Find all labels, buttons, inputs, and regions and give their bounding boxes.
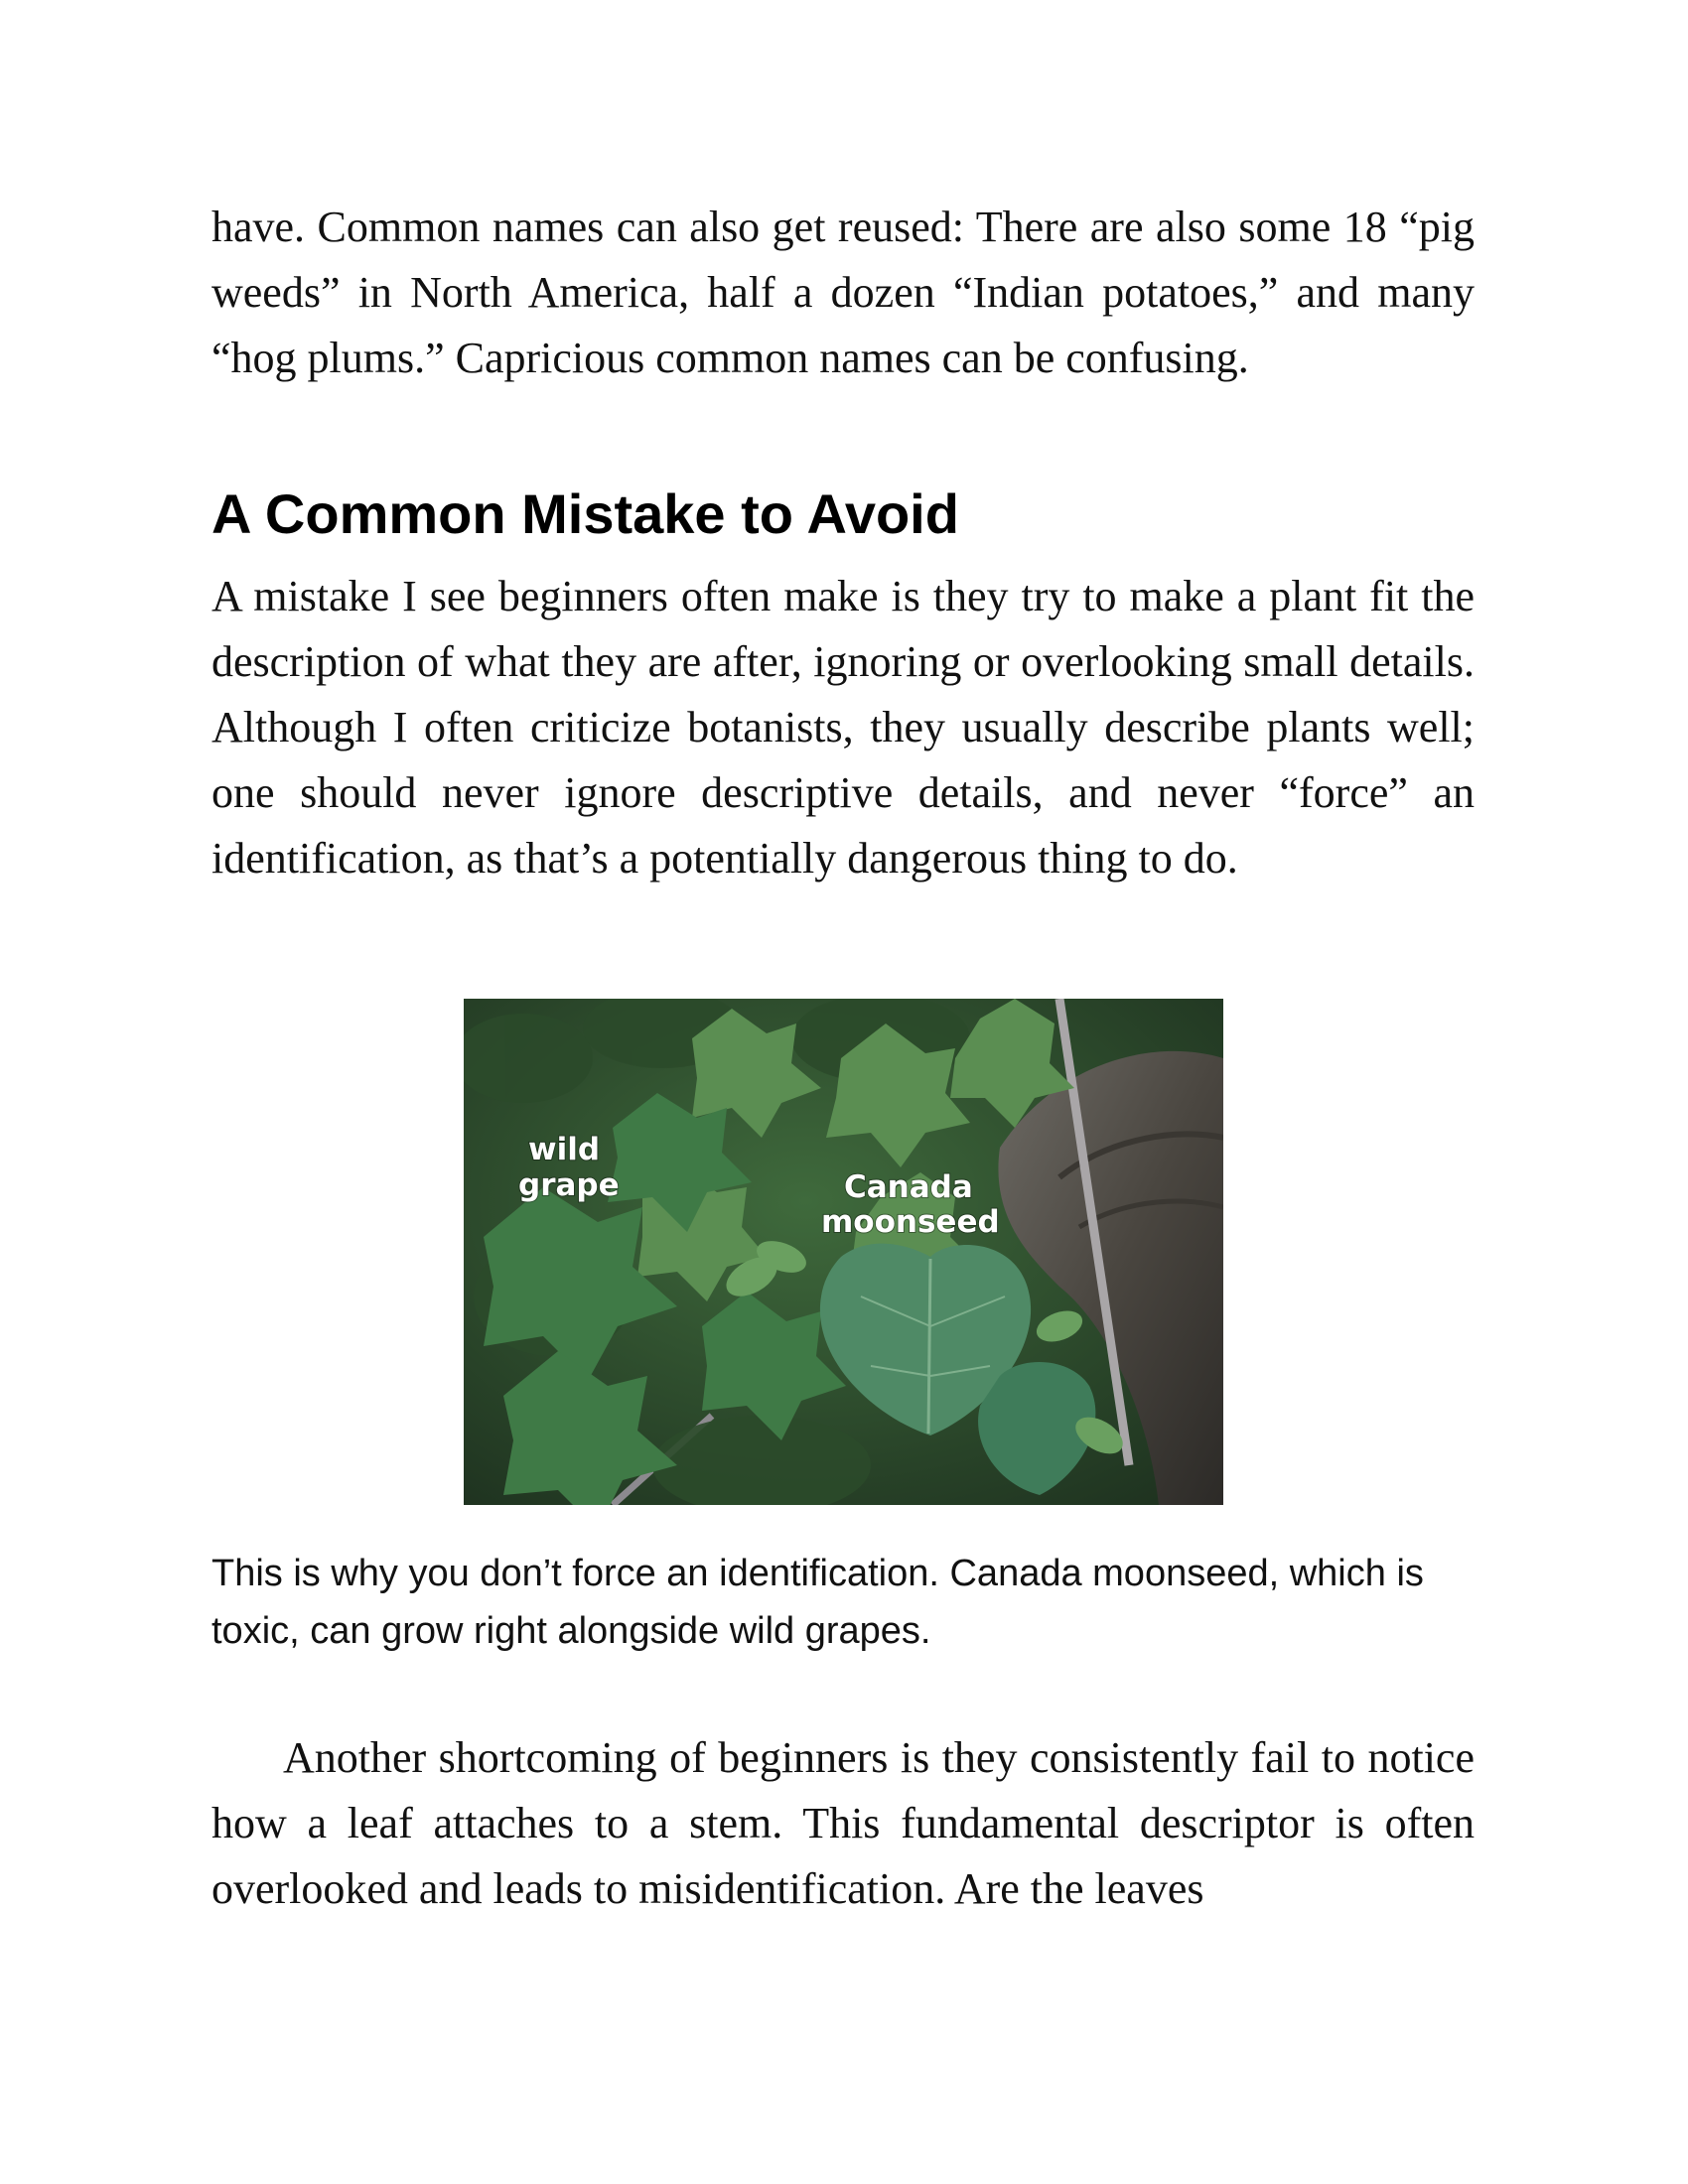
wild-grape-label-line2: grape xyxy=(518,1167,620,1203)
moonseed-label-line2: moonseed xyxy=(821,1204,1000,1240)
section-heading: A Common Mistake to Avoid xyxy=(211,482,959,545)
figure-caption: This is why you don’t force an identification. Canada moonseed, which is toxic, can grow right alongside wild grapes. xyxy=(211,1553,1424,1652)
mistake-paragraph: A mistake I see beginners often make is they try to make a plant fit the description of what they are after, ignoring or overlooking small details. Although I often criticize botanists, they usually describe plants well; one should never ignore descriptive details, and never “force” an identification, as that’s a potentially dangerous thing to do. xyxy=(211,572,1475,883)
wild-grape-label-line1: wild xyxy=(528,1132,601,1167)
plant-photo xyxy=(464,999,1223,1505)
another-paragraph-text: Another shortcoming of beginners is they consistently fail to notice how a leaf attaches to a stem. This fundamental descriptor is often overlooked and leads to misidentification. Are the leaves xyxy=(211,1733,1475,1913)
plant-photo-illustration xyxy=(464,999,1223,1505)
intro-paragraph: have. Common names can also get reused: There are also some 18 “pig weeds” in North America, half a dozen “Indian potatoes,” and many “hog plums.” Capricious common names can be confusing. xyxy=(211,203,1475,382)
moonseed-label-line1: Canada xyxy=(844,1169,973,1205)
another-paragraph xyxy=(211,1725,1475,1922)
